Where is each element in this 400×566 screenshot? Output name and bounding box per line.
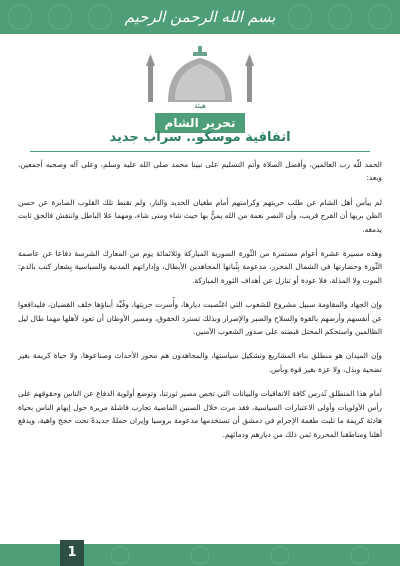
header-banner <box>0 0 400 34</box>
paragraph: وهذه مسيرة عشرة أعوام مستمرة من الثّورة السورية المباركة وثلاثمائة يوم من المعارك الشرسة دفاعا عن عاصمة الثّورة وحضارتها في الشمال المحرر، مدعومة بِثُباتها المجاهدين الأبطال، وإداراتهم المدنية والسياسية بِشعار كتب بالدم: الموت ولا المذلة، فلا عودة أو تنازل عن أهداف الثورة المباركة. <box>18 249 382 285</box>
paragraph: أمام هذا المنطلق تُدرس كافة الاتفاقيات والبيانات التي تخص مصير ثورتنا، وتوضع أولوية الدفاع عن الناس وحقوقهم على رأس الأولويات وأولى الاعتبارات السياسية، فقد مرت خلال السنين الماضية تجارب فاشلة مريرة حول إيهام الناس بحياة هادئة كريمة ما تلبث طغمة الإجرام في دمشق أن تستخدمها مدعومة بروسيا وإيران حملةً جديدةً تحت حجج واهية، ويدفع أهلنا ومناطقنا المحررة ثمن ذلك من ديارهم ودمائهم. <box>18 389 382 439</box>
paragraph: الحمد للّه رب العالمين، وأفضل الصلاة وأتم التسليم على نبينا محمد صلى الله عليه وسلم، وعلى آله وصحبه أجمعين، وبعد: <box>18 160 382 183</box>
paragraph: وإن الجهاد والمقاومة سبيل مشروع للشعوب التي اغتُصبت ديارها، وأُسرت حريتها، وقُيِّد أبناؤها خلف القضبان، فليدافعوا عن أنفسهم وأرضهم بالقوة والسلاح والصبر والإصرار وبذلك تسترد الحقوق، ومصير الأوطان أن تعود لأهلها مهما طال ليل الظالمين واستحكم المحتل قبضته على صدور الشعوب الآمنين. <box>18 300 382 337</box>
mosque-dome-icon <box>130 44 270 124</box>
organization-logo <box>130 44 270 130</box>
paragraph: لم ييأس أهل الشام عن طلب حريتهم وكرامتهم أمام طغيان الحديد والنار، ولم تقنط تلك القلوب الصابرة عن حسن الظن بربها أن الفرج قريب، وأن النصر نعمة من الله يمنُّ بها حيث شاء ومتى شاء، ومهما علا الباطل وانتفش فالحق ثابت يدمغه. <box>18 197 382 234</box>
page-number: 1 <box>60 540 84 566</box>
logo-subtitle: هيئة <box>194 102 206 110</box>
document-title: اتفاقية موسكو.. سراب جديد <box>109 130 291 145</box>
logo-name: تحرير الشام <box>155 113 245 133</box>
basmala: بسم الله الرحمن الرحيم <box>124 8 276 26</box>
title-divider <box>30 151 370 152</box>
document-body <box>18 158 382 452</box>
paragraph: وإن الميدان هو منطلق بناء المشاريع وتشكيل سياستها، والمجاهدون هم محور الأحداث وصناعوها، ولا حياة كريمة بغير تضحية وبذل، ولا عزة بغير قوة وبأس. <box>18 351 382 374</box>
